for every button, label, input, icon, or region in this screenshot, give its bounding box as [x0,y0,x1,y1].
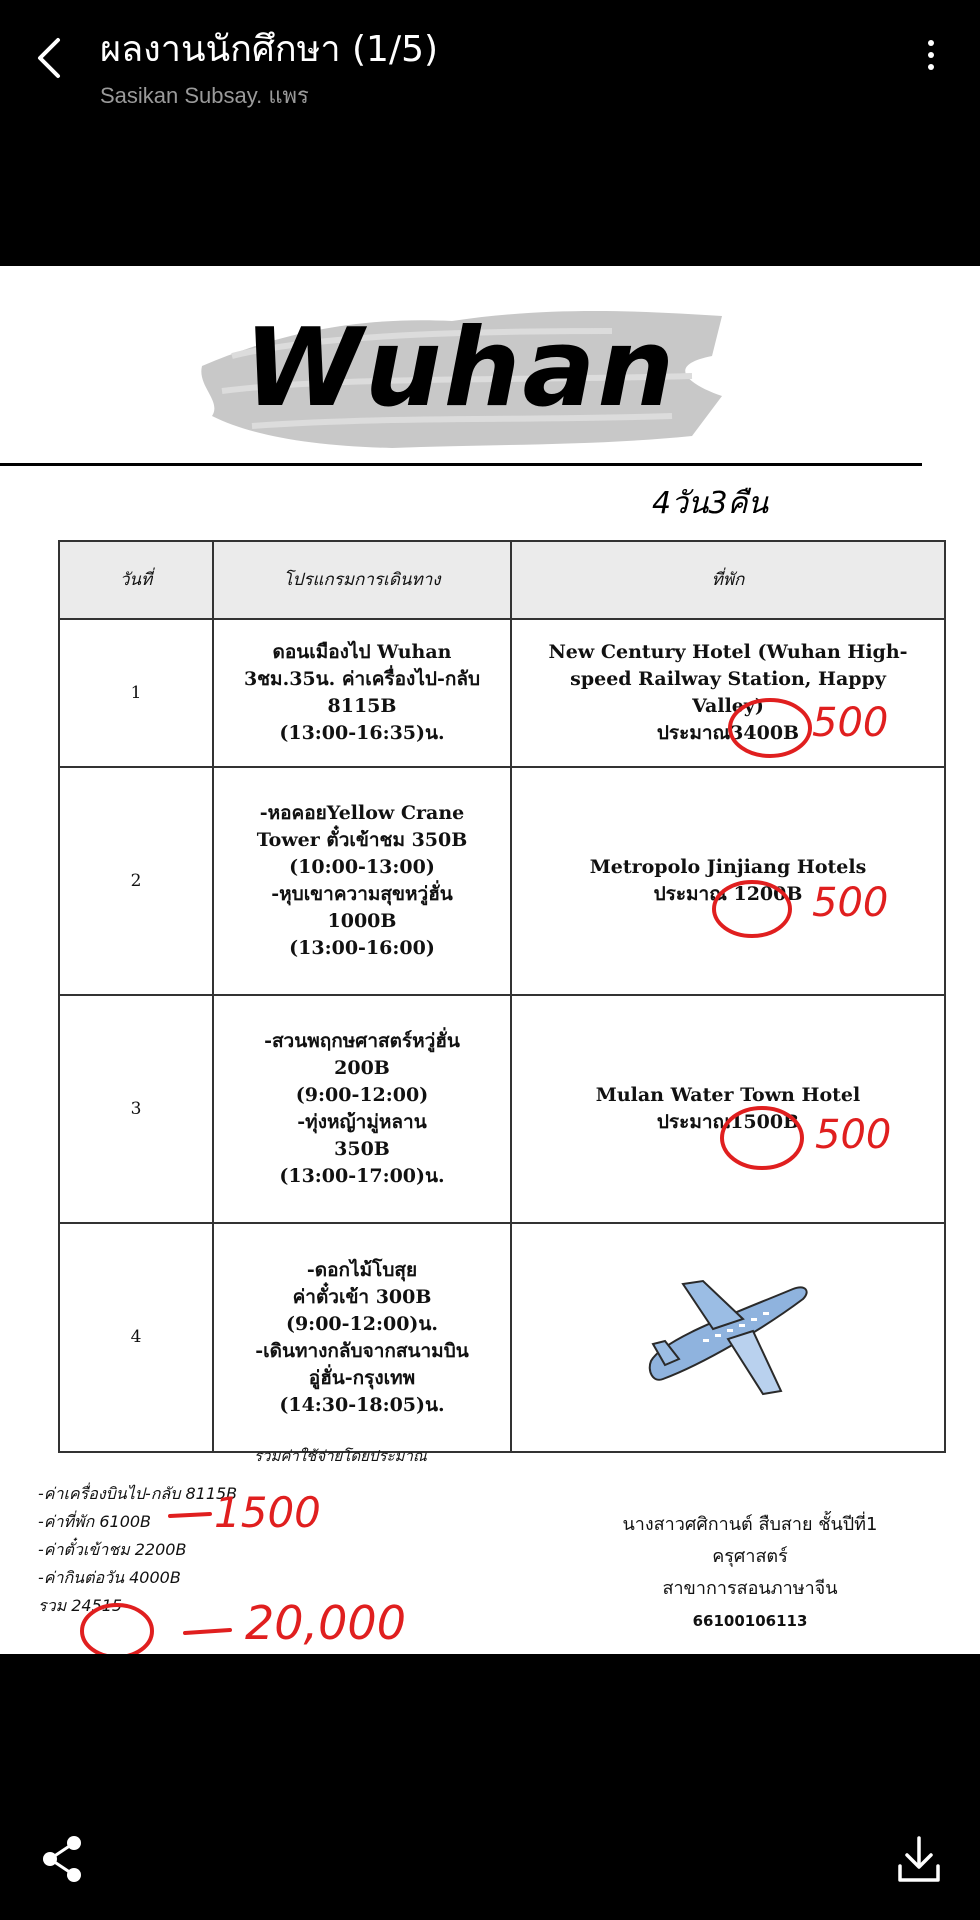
heading-rule [0,463,922,466]
top-app-bar [0,0,980,266]
header-day: วันที่ [59,541,213,619]
hotel-cell-illustration [511,1223,945,1452]
page-title: ผลงานนักศึกษา (1/5) [100,29,439,70]
back-arrow-icon[interactable] [30,34,70,82]
share-icon[interactable] [40,1834,84,1884]
program-cell: -สวนพฤกษศาสตร์หวู่ฮั่น 200B (9:00-12:00) -ทุ่งหญ้ามู่หลาน 350B (13:00-17:00)น. [213,995,511,1223]
airplane-icon [643,1269,813,1399]
itinerary-table [58,540,946,1453]
cost-total: รวม 24515 [38,1596,123,1615]
annotation-hotel1: 500 [812,700,889,746]
cost-line: -ค่ากินต่อวัน 4000B [38,1568,181,1587]
day-cell: 1 [59,619,213,767]
header-hotel: ที่พัก [511,541,945,619]
annotation-hotel2: 500 [812,880,889,926]
table-row [59,995,945,1223]
student-name: นางสาวศศิกานต์ สืบสาย ชั้นปีที่1 [622,1514,878,1535]
hotel-cell: New Century Hotel (Wuhan High- speed Railway Station, Happy Valley) ประมาณ3400B [511,619,945,767]
header-program: โปรแกรมการเดินทาง [213,541,511,619]
document-heading: Wuhan [243,306,677,431]
bottom-bar [0,1654,980,1920]
underline-annotation [170,1514,210,1516]
table-row [59,1223,945,1452]
annotation-total: 20,000 [245,1596,406,1650]
cost-summary-heading: รวมค่าใช้จ่ายโดยประมาณ [254,1447,427,1465]
day-cell: 4 [59,1223,213,1452]
signature-block [560,1509,940,1637]
program-cell: -ดอกไม้โบสุย ค่าตั๋วเข้า 300B (9:00-12:00)น. -เดินทางกลับจากสนามบิน อู่ฮั่น-กรุงเทพ (14:30-18:05)น. [213,1223,511,1452]
page-subtitle: Sasikan Subsay. แพร [100,83,309,108]
student-faculty: ครุศาสตร์ [712,1546,788,1567]
hotel-cell: Mulan Water Town Hotel ประมาณ1500B [511,995,945,1223]
more-vertical-icon[interactable] [916,36,946,80]
cost-line: -ค่าที่พัก 6100B [38,1512,152,1531]
annotation-lodging: 1500 [214,1488,321,1537]
document-subheading: 4วัน3คืน [652,486,769,521]
program-cell: ดอนเมืองไป Wuhan 3ชม.35น. ค่าเครื่องไป-กลับ 8115B (13:00-16:35)น. [213,619,511,767]
table-header-row [59,541,945,619]
student-major: สาขาการสอนภาษาจีน [662,1578,838,1599]
student-id: 66100106113 [692,1612,808,1630]
download-icon[interactable] [896,1834,942,1884]
document-image [0,266,980,1654]
hotel-cell: Metropolo Jinjiang Hotels ประมาณ 1200B [511,767,945,995]
program-cell: -หอคอยYellow Crane Tower ตั๋วเข้าชม 350B (10:00-13:00) -หุบเขาความสุขหวู่ฮั่น 1000B (13:00-16:00) [213,767,511,995]
annotation-hotel3: 500 [815,1112,892,1158]
cost-line: -ค่าตั๋วเข้าชม 2200B [38,1540,187,1559]
dash-annotation [185,1630,230,1633]
day-cell: 3 [59,995,213,1223]
day-cell: 2 [59,767,213,995]
cost-line: -ค่าเครื่องบินไป-กลับ 8115B [38,1484,238,1503]
